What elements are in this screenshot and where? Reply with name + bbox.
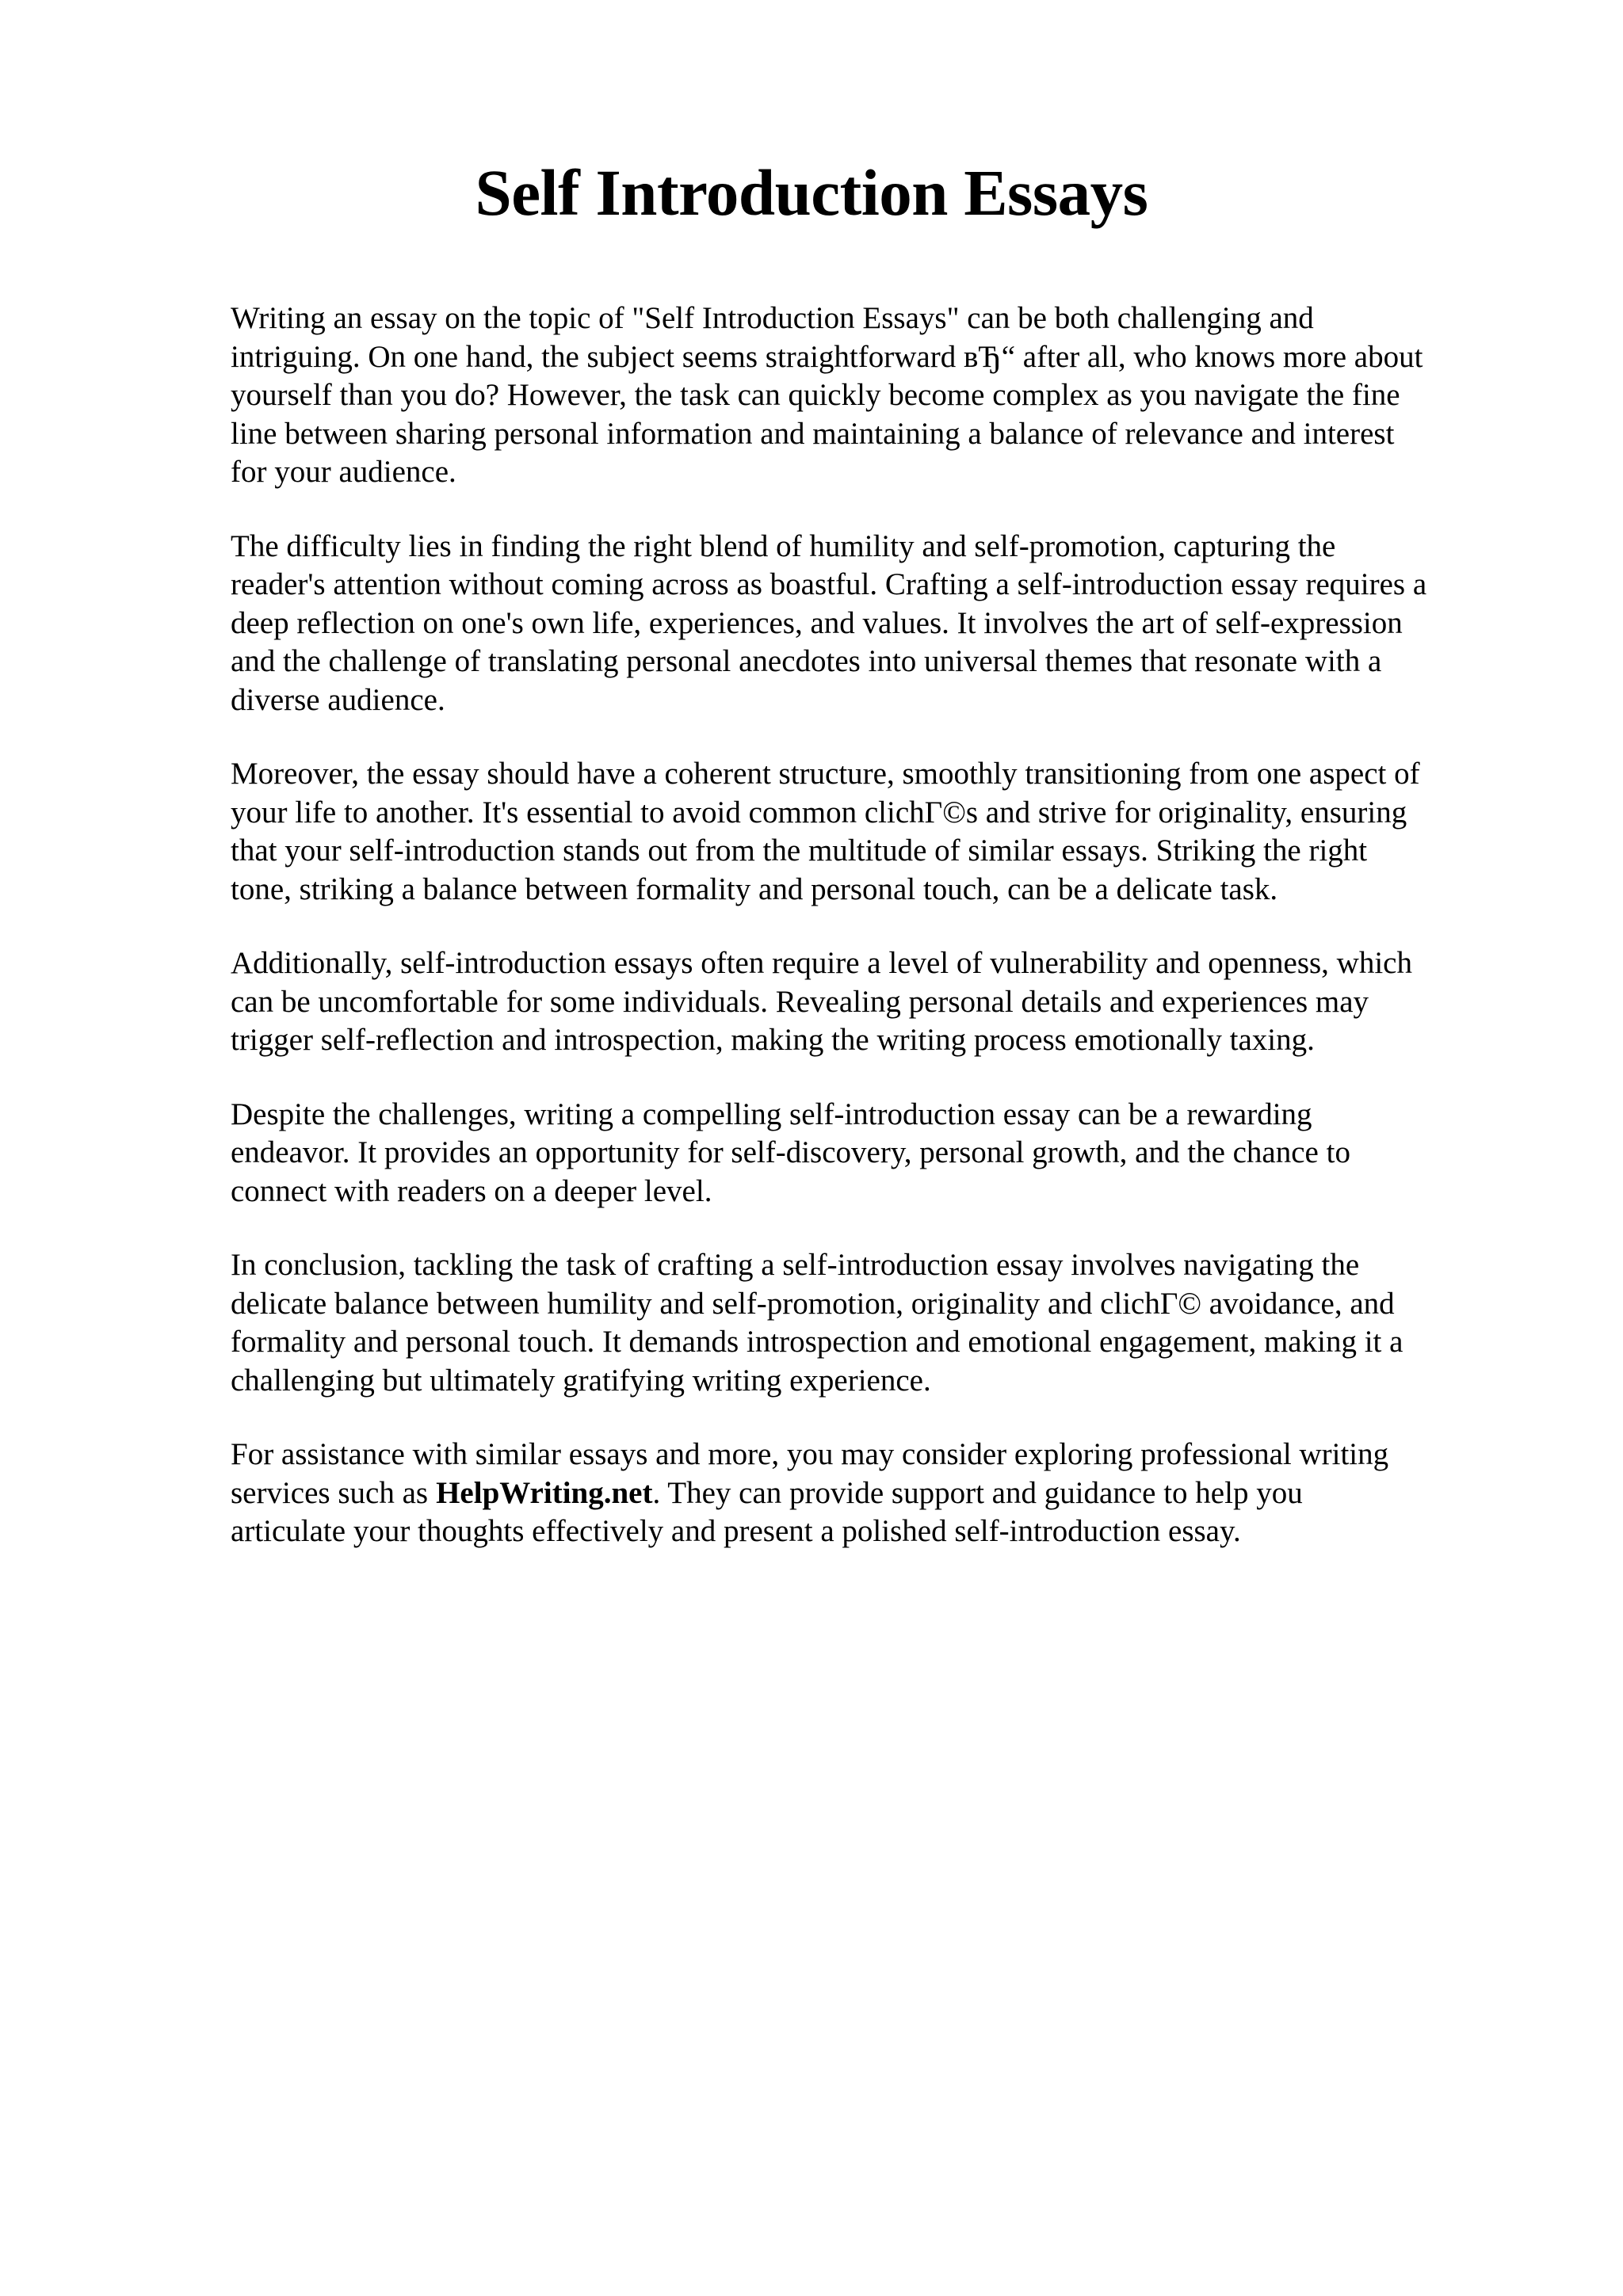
paragraph-line: for your audience.: [231, 455, 456, 489]
essay-body: [231, 299, 1538, 1587]
paragraph-line: endeavor. It provides an opportunity for self-discovery, personal growth, and the chance to: [231, 1135, 1350, 1169]
paragraph-line: The difficulty lies in finding the right blend of humility and self-promotion, capturing the: [231, 528, 1336, 563]
paragraph-5: [231, 1096, 1538, 1211]
paragraph-line: Despite the challenges, writing a compelling self-introduction essay can be a rewarding: [231, 1097, 1312, 1131]
paragraph-line: delicate balance between humility and self-promotion, originality and clichГ© avoidance, and: [231, 1286, 1395, 1321]
page-title: Self Introduction Essays: [475, 156, 1148, 229]
paragraph-line: your life to another. It's essential to avoid common clichГ©s and strive for originality, ensuring: [231, 795, 1407, 830]
paragraph-line: yourself than you do? However, the task can quickly become complex as you navigate the fine: [231, 378, 1400, 412]
paragraph-line: connect with readers on a deeper level.: [231, 1173, 712, 1208]
paragraph-line: formality and personal touch. It demands introspection and emotional engagement, making it a: [231, 1325, 1403, 1359]
brand-name: HelpWriting.net: [436, 1475, 653, 1510]
paragraph-line: tone, striking a balance between formality and personal touch, can be a delicate task.: [231, 871, 1278, 906]
paragraph-line: trigger self-reflection and introspection, making the writing process emotionally taxing.: [231, 1023, 1315, 1057]
paragraph-4: [231, 944, 1538, 1060]
closing-text-after-brand: . They can provide support and guidance to help you: [652, 1475, 1303, 1510]
paragraph-line: In conclusion, tackling the task of crafting a self-introduction essay involves navigating the: [231, 1248, 1360, 1282]
paragraph-closing: [231, 1436, 1538, 1551]
paragraph-line: reader's attention without coming across as boastful. Crafting a self-introduction essay requires a: [231, 567, 1427, 601]
paragraph-6: [231, 1246, 1538, 1400]
paragraph-line: can be uncomfortable for some individuals. Revealing personal details and experiences may: [231, 984, 1369, 1019]
closing-text-before-brand: services such as: [231, 1475, 429, 1510]
paragraph-line: articulate your thoughts effectively and present a polished self-introduction essay.: [231, 1514, 1241, 1548]
paragraph-line: intriguing. On one hand, the subject seems straightforward вЂ“ after all, who knows more about: [231, 339, 1423, 374]
paragraph-1: [231, 299, 1538, 492]
paragraph-line: For assistance with similar essays and more, you may consider exploring professional writing: [231, 1437, 1389, 1471]
paragraph-2: [231, 528, 1538, 720]
paragraph-line: deep reflection on one's own life, experiences, and values. It involves the art of self-expression: [231, 605, 1403, 640]
paragraph-line: Writing an essay on the topic of "Self Introduction Essays" can be both challenging and: [231, 301, 1314, 335]
paragraph-line: diverse audience.: [231, 682, 445, 717]
paragraph-line-with-brand: [231, 1474, 1538, 1513]
paragraph-line: line between sharing personal information and maintaining a balance of relevance and interest: [231, 416, 1395, 451]
paragraph-line: challenging but ultimately gratifying writing experience.: [231, 1363, 931, 1398]
paragraph-line: that your self-introduction stands out from the multitude of similar essays. Striking the right: [231, 833, 1368, 868]
paragraph-line: and the challenge of translating personal anecdotes into universal themes that resonate with a: [231, 644, 1382, 678]
paragraph-3: [231, 755, 1538, 909]
paragraph-line: Additionally, self-introduction essays often require a level of vulnerability and openness, which: [231, 946, 1412, 980]
paragraph-line: Moreover, the essay should have a coherent structure, smoothly transitioning from one aspect of: [231, 757, 1420, 791]
